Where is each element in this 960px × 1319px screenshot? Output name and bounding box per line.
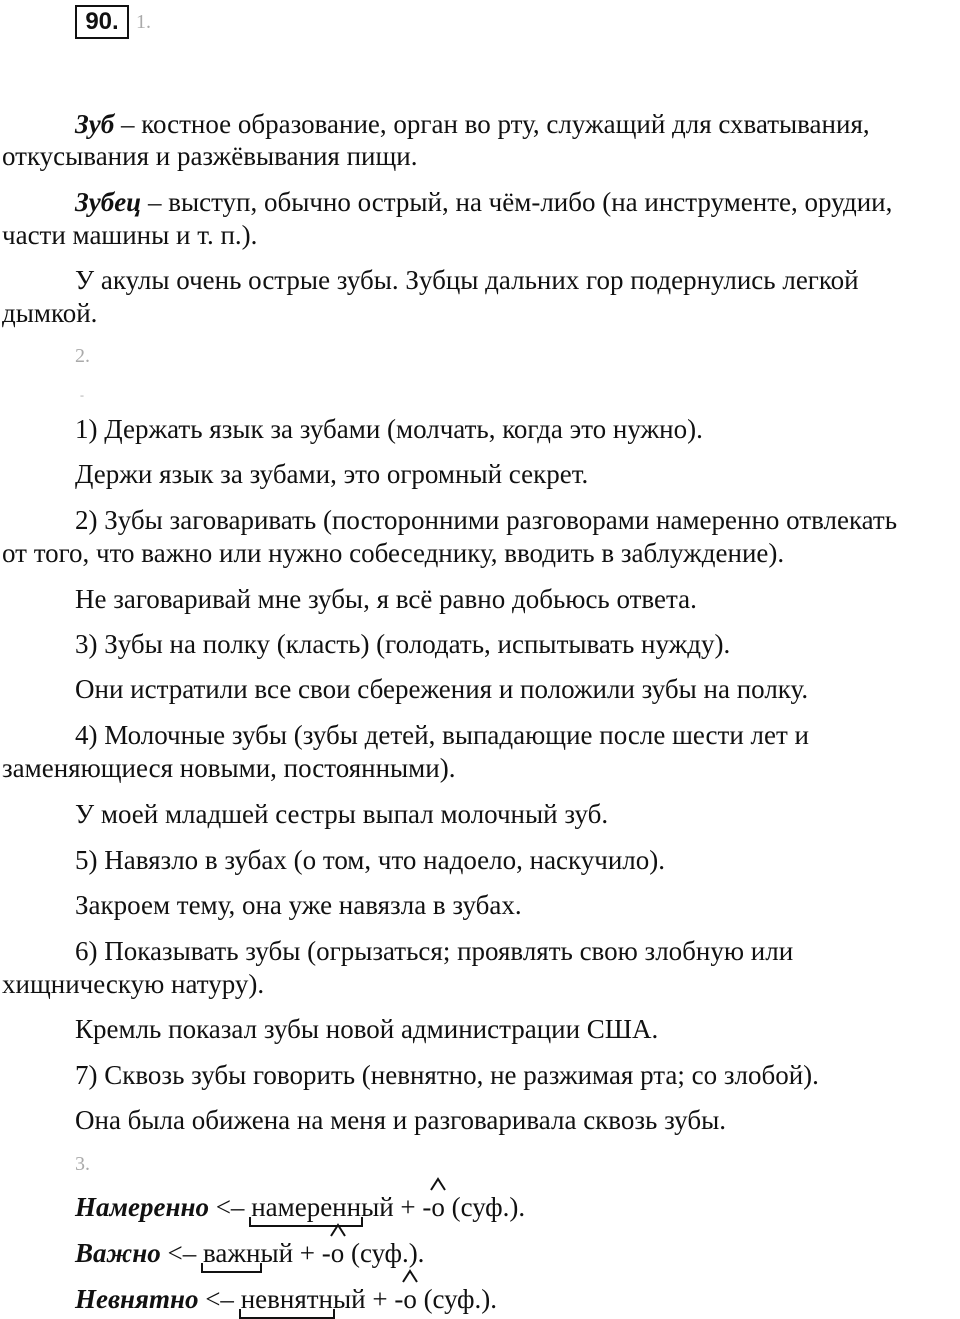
definition-zub-text: – костное образование, орган во рту, служащий для схватывания, bbox=[114, 109, 870, 139]
idiom-7-example: Она была обижена на меня и разговаривала сквозь зубы. bbox=[75, 1105, 726, 1135]
idiom-3-example: Они истратили все свои сбережения и положили зубы на полку. bbox=[75, 674, 809, 704]
morph-word: Важно bbox=[75, 1238, 161, 1268]
derivation-arrow: <– bbox=[208, 1192, 252, 1222]
derivation-arrow: <– bbox=[198, 1284, 241, 1314]
ending-text: ый + - bbox=[260, 1238, 331, 1268]
idiom-4-example: У моей младшей сестры выпал молочный зуб. bbox=[75, 799, 609, 829]
idiom-6-example: Кремль показал зубы новой администрации США. bbox=[75, 1014, 659, 1044]
part-3-marker: 3. bbox=[75, 1153, 90, 1175]
root-stem-text: важн bbox=[202, 1238, 261, 1268]
definition-zubets-cont: части машины и т. п.). bbox=[2, 220, 258, 250]
part-2-dash: - bbox=[80, 388, 84, 402]
stem-bracket-mark bbox=[249, 1217, 363, 1227]
example-part1-line2: дымкой. bbox=[2, 298, 98, 328]
idiom-3: 3) Зубы на полку (класть) (голодать, испытывать нужду). bbox=[75, 629, 731, 659]
morph-row-2 bbox=[75, 1237, 424, 1269]
definition-zub-cont: откусывания и разжёвывания пищи. bbox=[2, 141, 418, 171]
idiom-4-cont: заменяющиеся новыми, постоянными). bbox=[2, 753, 456, 783]
definition-zub bbox=[75, 108, 870, 140]
suffix-text: о bbox=[403, 1284, 417, 1314]
suffix-text: о bbox=[431, 1192, 445, 1222]
idiom-2-example: Не заговаривай мне зубы, я всё равно добьюсь ответа. bbox=[75, 584, 697, 614]
root-stem bbox=[241, 1283, 333, 1315]
idiom-5: 5) Навязло в зубах (о том, что надоело, наскучило). bbox=[75, 845, 666, 875]
term-zub: Зуб bbox=[75, 109, 115, 139]
term-zubets: Зубец bbox=[75, 187, 142, 217]
idiom-2: 2) Зубы заговаривать (посторонними разговорами намеренно отвлекать bbox=[75, 505, 898, 535]
part-2-marker: 2. bbox=[75, 345, 90, 367]
suffix-caret-icon bbox=[430, 1177, 446, 1191]
suffix-note: (суф.). bbox=[444, 1192, 526, 1222]
morph-word: Невнятно bbox=[75, 1284, 199, 1314]
idiom-5-example: Закроем тему, она уже навязла в зубах. bbox=[75, 890, 522, 920]
suffix-note: (суф.). bbox=[344, 1238, 425, 1268]
exercise-number: 90. bbox=[75, 5, 129, 39]
idiom-1-example: Держи язык за зубами, это огромный секрет. bbox=[75, 459, 589, 489]
idiom-4: 4) Молочные зубы (зубы детей, выпадающие после шести лет и bbox=[75, 720, 809, 750]
idiom-1: 1) Держать язык за зубами (молчать, когда это нужно). bbox=[75, 414, 703, 444]
suffix-caret-icon bbox=[402, 1269, 418, 1283]
part-1-marker: 1. bbox=[136, 11, 151, 33]
definition-zubets bbox=[75, 186, 892, 218]
root-stem bbox=[203, 1237, 260, 1269]
root-stem bbox=[251, 1191, 361, 1223]
morph-word: Намеренно bbox=[75, 1192, 209, 1222]
definition-zubets-text: – выступ, обычно острый, на чём-либо (на инструменте, орудии, bbox=[141, 187, 893, 217]
idiom-6: 6) Показывать зубы (огрызаться; проявлять свою злобную или bbox=[75, 936, 794, 966]
suffix-note: (суф.). bbox=[416, 1284, 497, 1314]
root-stem-text: намеренн bbox=[251, 1192, 362, 1222]
suffix bbox=[403, 1283, 417, 1315]
ending-text: ый + - bbox=[333, 1284, 404, 1314]
derivation-arrow: <– bbox=[160, 1238, 203, 1268]
idiom-7: 7) Сквозь зубы говорить (невнятно, не разжимая рта; со злобой). bbox=[75, 1060, 819, 1090]
ending-text: ый + - bbox=[361, 1192, 432, 1222]
suffix bbox=[331, 1237, 345, 1269]
morph-row-3 bbox=[75, 1283, 497, 1315]
root-stem-text: невнятн bbox=[240, 1284, 333, 1314]
stem-bracket-mark bbox=[201, 1263, 262, 1273]
suffix-text: о bbox=[330, 1238, 345, 1268]
suffix-caret-icon bbox=[330, 1223, 346, 1237]
example-part1-line1: У акулы очень острые зубы. Зубцы дальних гор подернулись легкой bbox=[75, 265, 859, 295]
idiom-2-cont: от того, что важно или нужно собеседнику, вводить в заблуждение). bbox=[2, 538, 785, 568]
idiom-6-cont: хищническую натуру). bbox=[2, 969, 265, 999]
suffix bbox=[431, 1191, 445, 1223]
morph-row-1 bbox=[75, 1191, 525, 1223]
